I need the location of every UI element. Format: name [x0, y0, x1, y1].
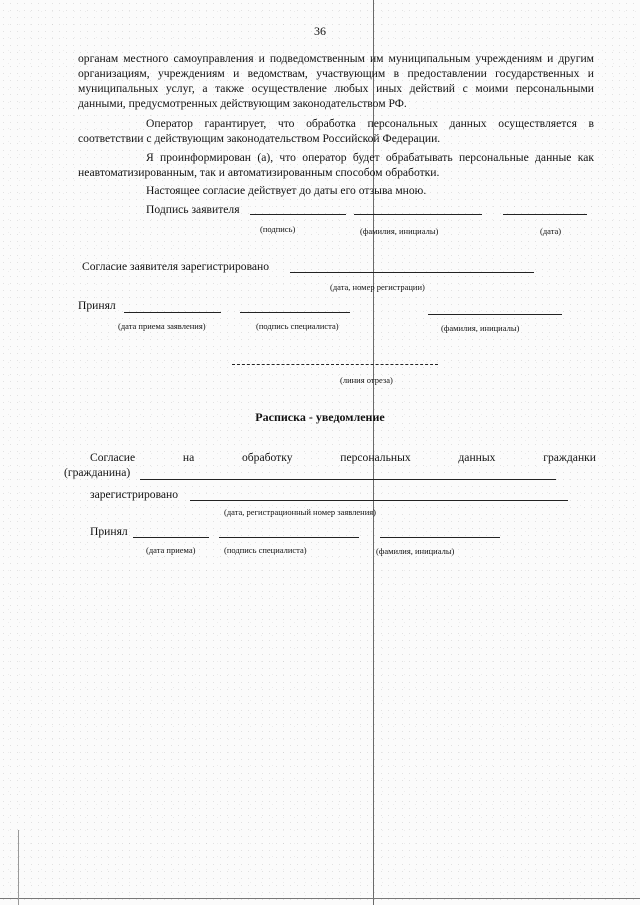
applicant-signature-label: Подпись заявителя [146, 203, 240, 216]
caption-receipt-fio: (фамилия, инициалы) [376, 546, 455, 556]
caption-specialist-signature: (подпись специалиста) [256, 321, 339, 331]
caption-accept-date: (дата приема заявления) [118, 321, 206, 331]
date-blank[interactable] [503, 214, 587, 215]
caption-date: (дата) [540, 226, 562, 236]
receipt-citizen-label: (гражданина) [64, 466, 131, 479]
signature-blank[interactable] [250, 214, 346, 215]
receipt-word: обработку [241, 451, 293, 464]
caption-reg-date-number: (дата, номер регистрации) [330, 282, 425, 292]
receipt-title: Расписка - уведомление [255, 410, 385, 424]
caption-receipt-specialist: (подпись специалиста) [224, 545, 307, 555]
cut-line-caption: (линия отреза) [340, 375, 393, 385]
caption-fio: (фамилия, инициалы) [360, 226, 439, 236]
consent-paragraph-4: Настоящее согласие действует до даты его отзыва мною. [146, 184, 427, 197]
citizen-name-blank[interactable] [140, 479, 556, 480]
receipt-registered-label: зарегистрировано [90, 488, 179, 501]
scan-fold-horizontal [0, 898, 640, 899]
receipt-accepted-label: Принял [90, 525, 128, 538]
caption-signature: (подпись) [260, 224, 296, 234]
consent-paragraph-3: Я проинформирован (а), что оператор будет обрабатывать персональные данные как неавтоматизированным, так и автоматизированным способом обработки. [78, 151, 594, 179]
consent-paragraph-1: органам местного самоуправления и подведомственным им муниципальным учреждениям и другим организациям, учреждениям и ведомствам, участвующим в предоставлении государственных и муниципальных услуг, а также осуществление любых иных действий с моими персональными данными, предусмотренных действующим законодательством РФ. [78, 52, 594, 110]
receipt-word: гражданки [543, 451, 596, 464]
receipt-word: Согласие [90, 451, 136, 464]
receipt-consent-line [90, 451, 596, 464]
registration-blank[interactable] [290, 272, 534, 273]
cut-line [232, 364, 438, 365]
caption-reg-receipt: (дата, регистрационный номер заявления) [224, 507, 377, 517]
page-number: 36 [314, 24, 326, 38]
specialist-fio-blank[interactable] [428, 314, 562, 315]
receipt-word: на [182, 451, 195, 464]
receipt-fio-blank[interactable] [380, 537, 500, 538]
receipt-date-blank[interactable] [133, 537, 209, 538]
receipt-registration-blank[interactable] [190, 500, 568, 501]
scan-edge-line [18, 830, 19, 905]
consent-paragraph-2: Оператор гарантирует, что обработка персональных данных осуществляется в соответствии с действующим законодательством Российской Федерации. [78, 117, 594, 145]
registered-label: Согласие заявителя зарегистрировано [82, 260, 270, 273]
receipt-word: персональных [340, 451, 411, 464]
fio-blank[interactable] [354, 214, 482, 215]
caption-receipt-date: (дата приема) [146, 545, 196, 555]
receipt-word: данных [458, 451, 496, 464]
accept-date-blank[interactable] [124, 312, 221, 313]
specialist-signature-blank[interactable] [240, 312, 350, 313]
accepted-label: Принял [78, 299, 116, 312]
receipt-specialist-blank[interactable] [219, 537, 359, 538]
caption-fio-2: (фамилия, инициалы) [441, 323, 520, 333]
